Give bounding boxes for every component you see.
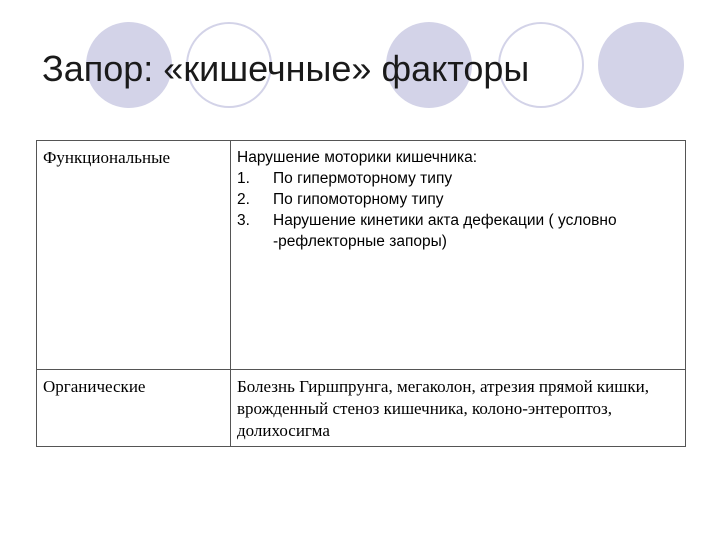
list-item-number: 1. [237, 170, 250, 187]
list-item [237, 168, 679, 189]
decor-circle-5 [598, 22, 684, 108]
list-item-text: По гипомоторному типу [273, 191, 444, 208]
factors-table [36, 140, 686, 447]
list-item-text: Нарушение кинетики акта дефекации ( условно -рефлекторные запоры) [273, 212, 617, 250]
description-heading: Нарушение моторики кишечника: [237, 149, 478, 166]
list-item [237, 189, 679, 210]
category-cell: Функциональные [37, 141, 231, 370]
list-item [237, 210, 679, 252]
category-cell: Органические [37, 370, 231, 447]
list-item-number: 3. [237, 212, 250, 229]
slide-title: Запор: «кишечные» факторы [42, 48, 530, 89]
table-row [37, 370, 686, 447]
list-item-number: 2. [237, 191, 250, 208]
numbered-list [237, 168, 679, 252]
list-item-text: По гипермоторному типу [273, 170, 453, 187]
table-row [37, 141, 686, 370]
description-cell: Болезнь Гиршпрунга, мегаколон, атрезия прямой кишки, врожденный стеноз кишечника, колоно-энтероптоз, долихосигма [231, 370, 686, 447]
description-cell [231, 141, 686, 370]
